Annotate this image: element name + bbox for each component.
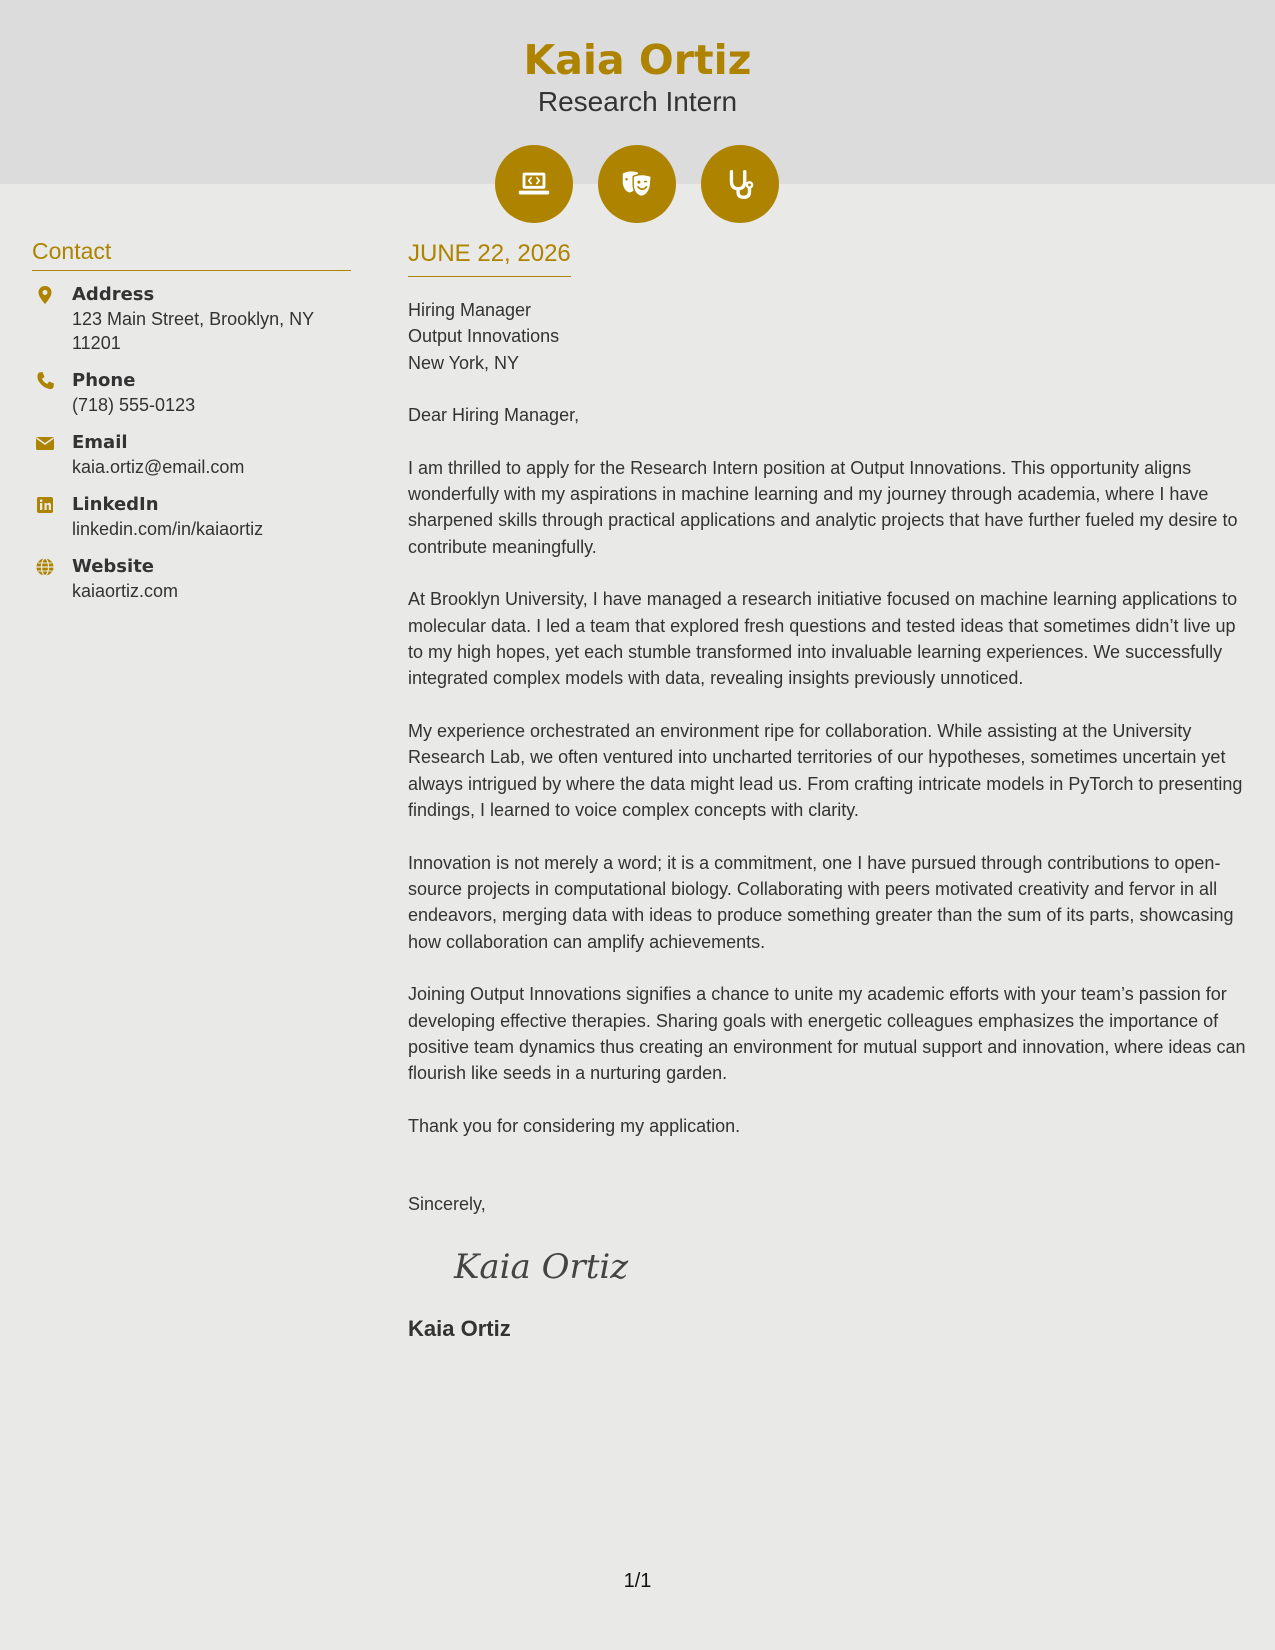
phone-icon	[34, 370, 56, 392]
contact-label: LinkedIn	[72, 494, 159, 515]
contact-item-website	[32, 555, 351, 603]
recipient-block	[408, 297, 1248, 376]
candidate-name: Kaia Ortiz	[523, 36, 752, 84]
stethoscope-icon	[701, 145, 779, 223]
contact-item-email	[32, 431, 351, 479]
signature-text: Kaia Ortiz	[454, 1246, 629, 1287]
thank-you-line: Thank you for considering my application.	[408, 1115, 741, 1136]
laptop-code-icon	[495, 145, 573, 223]
contact-value: 123 Main Street, Brooklyn, NY 11201	[72, 309, 314, 353]
closing: Sincerely,	[408, 1194, 486, 1215]
contact-label: Phone	[72, 370, 136, 391]
contact-sidebar	[32, 238, 351, 617]
body-paragraph: At Brooklyn University, I have managed a research initiative focused on machine learning applications to molecular data. I led a team that explored fresh questions and tested ideas that sometimes didn’t live up to my high hopes, yet each stumble transformed into invaluable learning experiences. We successfully integrated complex models with data, revealing insights previously unnoticed.	[408, 589, 1238, 689]
envelope-icon	[34, 432, 56, 454]
contact-heading: Contact	[32, 238, 351, 271]
theater-masks-icon	[598, 145, 676, 223]
contact-item-linkedin	[32, 493, 351, 541]
body-paragraph: I am thrilled to apply for the Research Intern position at Output Innovations. This opportunity aligns wonderfully with my aspirations in machine learning and my journey through academia, where I have sharpened skills through practical applications and analytic projects that have further fueled my desire to contribute meaningfully.	[408, 457, 1238, 557]
signer-name: Kaia Ortiz	[408, 1315, 511, 1341]
handwritten-signature	[448, 1236, 1248, 1300]
contact-value: (718) 555-0123	[72, 395, 196, 415]
map-pin-icon	[34, 284, 56, 306]
contact-value: linkedin.com/in/kaiaortiz	[72, 519, 264, 539]
letter-date: JUNE 22, 2026	[408, 238, 571, 277]
contact-label: Website	[72, 556, 155, 577]
recipient-line: New York, NY	[408, 352, 520, 373]
interest-icons	[495, 145, 780, 223]
body-paragraph: Joining Output Innovations signifies a chance to unite my academic efforts with your team’s passion for developing effective therapies. Sharing goals with energetic colleagues emphasizes the importance of positive team dynamics thus creating an environment for mutual support and innovation, where ideas can flourish like seeds in a nurturing garden.	[408, 984, 1246, 1084]
globe-icon	[34, 556, 56, 578]
contact-item-phone	[32, 369, 351, 417]
contact-label: Address	[72, 284, 155, 305]
contact-value: kaia.ortiz@email.com	[72, 457, 245, 477]
candidate-role: Research Intern	[537, 86, 738, 117]
linkedin-icon	[34, 494, 56, 516]
contact-label: Email	[72, 432, 128, 453]
contact-item-address	[32, 283, 351, 355]
page-number: 1/1	[623, 1570, 652, 1592]
body-paragraph: Innovation is not merely a word; it is a commitment, one I have pursued through contributions to open-source projects in computational biology. Collaborating with peers motivated creativity and fervor in all endeavors, merging data with ideas to produce something greater than the sum of its parts, showcasing how collaboration can amplify achievements.	[408, 852, 1234, 952]
recipient-line: Output Innovations	[408, 326, 560, 347]
letter-body	[408, 238, 1248, 1342]
body-paragraph: My experience orchestrated an environment ripe for collaboration. While assisting at the University Research Lab, we often ventured into uncharted territories of our hypotheses, sometimes uncertain yet always intrigued by where the data might lead us. From crafting intricate models in PyTorch to presenting findings, I learned to voice complex concepts with clarity.	[408, 720, 1243, 821]
salutation: Dear Hiring Manager,	[408, 405, 580, 426]
recipient-line: Hiring Manager	[408, 300, 532, 320]
contact-value: kaiaortiz.com	[72, 581, 179, 601]
